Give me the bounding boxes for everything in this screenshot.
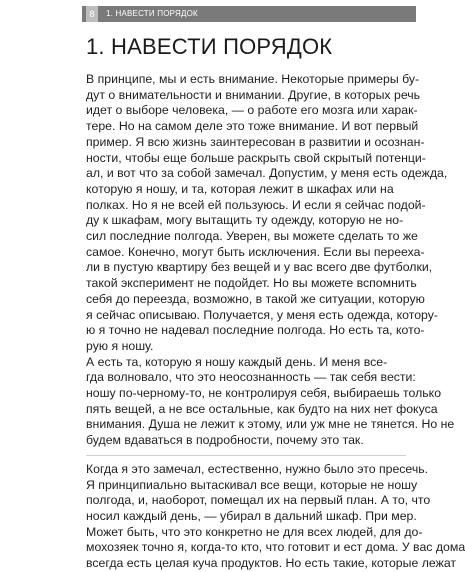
text-line: гда волновало, что это неосознанность — так себя вести:	[86, 370, 416, 385]
text-line: ли в пустую квартиру без вещей и у вас всего две футболки,	[86, 260, 433, 275]
text-line: Я принципиально вытаскивал все вещи, которые не ношу	[86, 477, 418, 492]
text-line: внимания. Душа не лежит к этому, или уж мне не тянется. Но не	[86, 417, 455, 432]
text-line: дут о внимательности и внимании. Другие, в которых речь	[86, 87, 421, 102]
paragraph-1	[86, 72, 455, 449]
text-line: мохозяек точно я, когда-то кто, что готовит и ест дома. У вас дома	[86, 540, 465, 555]
text-line: полках. Но я не всей ей пользуюсь. И если я сейчас подой-	[86, 197, 426, 212]
text-line: ношу по-черному-то, не контролируя себя, выбираешь только	[86, 386, 442, 401]
text-line: ности, чтобы еще больше раскрыть свой скрытый потенци-	[86, 150, 426, 165]
text-line: ду к шкафам, могу вытащить ту одежду, которую не но-	[86, 213, 404, 228]
text-line: Когда я это замечал, естественно, нужно было это пресечь.	[86, 461, 429, 476]
page-number: 8	[86, 6, 98, 22]
text-line: всегда есть целая куча продуктов. Но есть такие, которые лежат	[86, 556, 457, 571]
text-line: ю я точно не надевал последние полгода. Но есть та, кото-	[86, 323, 425, 338]
text-line: пример. Я всю жизнь заинтересован в развитии и осознан-	[86, 134, 425, 149]
text-line: ал, и вот что за собой замечал. Допустим, у меня есть одежда,	[86, 166, 448, 181]
text-line: самое. Конечно, могут быть исключения. Если вы перееха-	[86, 244, 425, 259]
paragraph-2	[86, 461, 465, 572]
text-line: которую я ношу, и та, которая лежит в шкафах или на	[86, 181, 394, 196]
text-line: Может быть, что это конкретно не для всех людей, для до-	[86, 524, 423, 539]
text-line: сил последние полгода. Уверен, вы можете сделать то же	[86, 229, 418, 244]
text-line: такой эксперимент не подойдет. Но вы можете вспомнить	[86, 276, 417, 291]
text-line: себя до переезда, возможно, в такой же ситуации, которую	[86, 291, 425, 306]
text-line: носил каждый день, — убирал в дальний шкаф. При мер.	[86, 508, 417, 523]
body-text	[86, 72, 465, 571]
running-head: 1. НАВЕСТИ ПОРЯДОК	[106, 9, 198, 18]
text-line: тере. Но на самом деле это тоже внимание. И вот первый	[86, 119, 419, 134]
section-divider	[86, 455, 406, 456]
text-line: В принципе, мы и есть внимание. Некоторые примеры бу-	[86, 72, 420, 86]
text-line: полгода, и, наоборот, помещал их на первый план. А то, что	[86, 493, 431, 508]
text-line: я сейчас описываю. Получается, у меня есть одежда, котору-	[86, 307, 438, 322]
text-line: идет о выборе человека, — о работе его мозга или харак-	[86, 103, 418, 118]
text-line: будем вдаваться в подробности, почему это так.	[86, 433, 364, 448]
text-line: рую я ношу.	[86, 338, 154, 353]
text-line: А есть та, которую я ношу каждый день. И меня все-	[86, 354, 388, 369]
text-line: пять вещей, а не все остальные, как будто на них нет фокуса	[86, 401, 438, 416]
page-title: 1. НАВЕСТИ ПОРЯДОК	[86, 34, 333, 59]
